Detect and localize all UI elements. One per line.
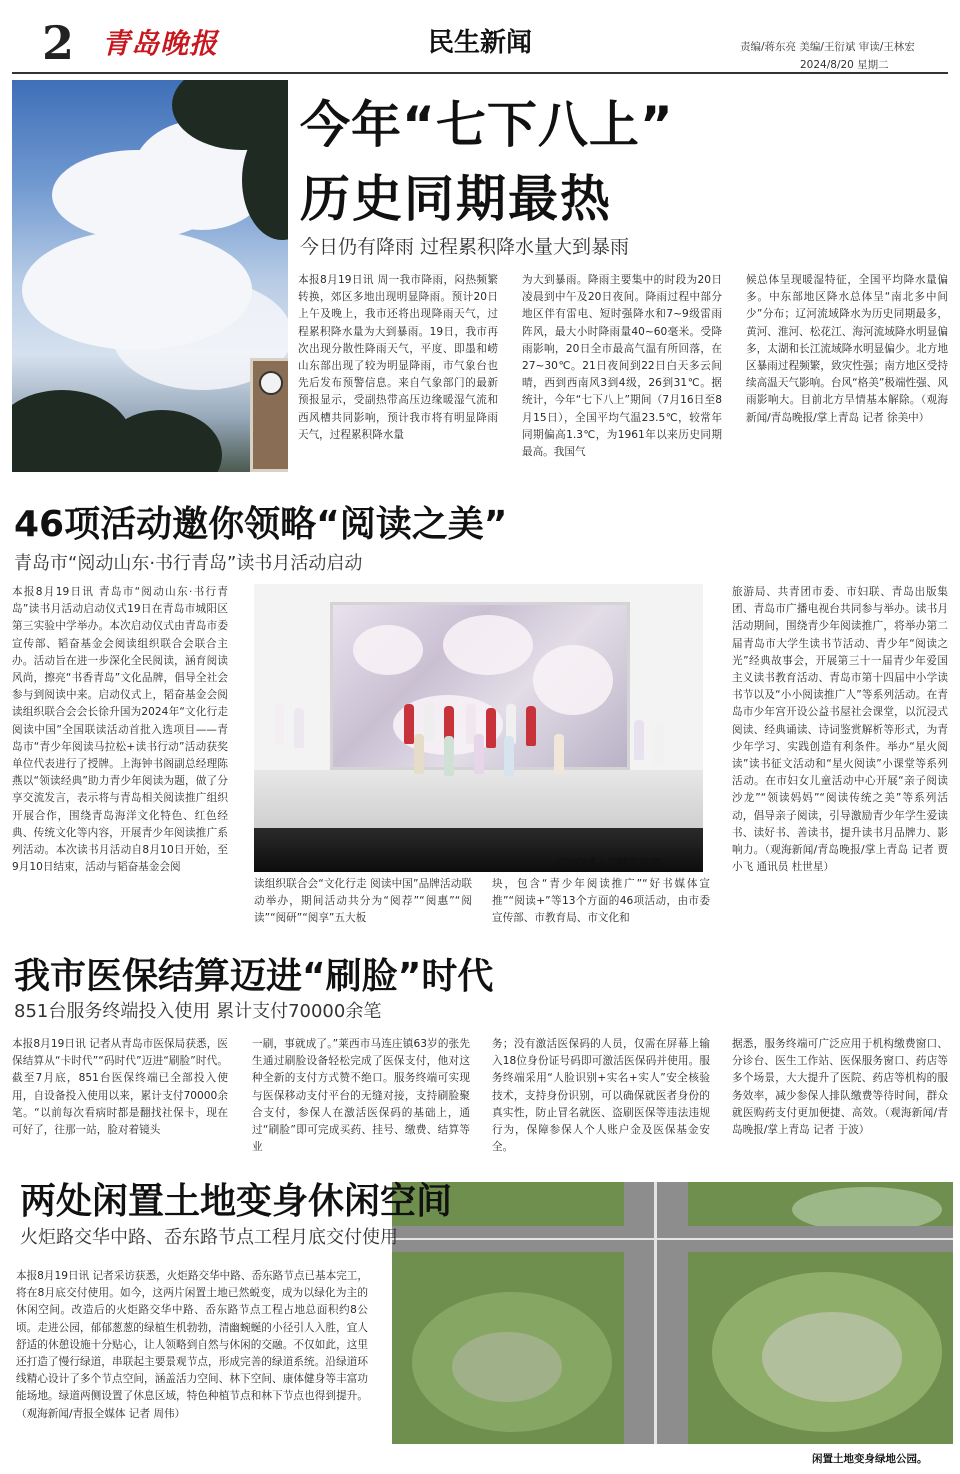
publication-date: 2024/8/20 星期二 — [800, 59, 889, 71]
park-aerial-photo — [392, 1182, 953, 1444]
article3-headline: 我市医保结算迈进“刷脸”时代 — [14, 956, 494, 997]
article2-column-4: 旅游局、共青团市委、市妇联、青岛出版集团、青岛市广播电视台共同参与举办。读书月活动期间，围绕青少年阅读推广，将举办第二届青岛市大学生读书节活动、青少年“阅读之光”经典故事会，开展第三十一届青少年爱国主义读书教育活动、青岛市第十四届中小学读书节以及“小小阅读推广人”等系列活动。在青岛市少年宫开设公益书屋社会课堂，以沉浸式阅读、经典诵读、诗词鉴赏解析等形式，为青少年学习、实践创造有利条件。举办“星火阅读”读书征文活动和“星火阅读”小课堂等系列活动。在市妇女儿童活动中心开展“亲子阅读沙龙”“领读妈妈”“阅读传统之美”等系列活动，倡导亲子阅读，引导激励青少年学生爱读书、读好书、善读书，提升读书月品牌力、影响力。（观海新闻/青岛晚报/掌上青岛 记者 贾小飞 通讯员 杜世星） — [732, 586, 948, 874]
article4-headline: 两处闲置土地变身休闲空间 — [20, 1181, 453, 1222]
performance-photo — [254, 584, 703, 872]
article4-body: 本报8月19日讯 记者采访获悉，火炬路交华中路、岙东路节点已基本完工，将在8月底交付使用。如今，这两片闲置土地已然蜕变，成为以绿化为主的休闲空间。改造后的火炬路交华中路、岙东路节点工程占地总面积约8公顷。走进公园，郁郁葱葱的绿植生机勃勃，清幽蜿蜒的小径引人入胜，宜人舒适的休憩设施十分贴心，让人领略到自然与休闲的交融。不仅如此，这里还打造了慢行绿道，串联起主要景观节点，形成完善的绿道系统。沿绿道环线精心设计了多个节点空间，涵盖活力空间、林下空间、康体健身等丰富功能场地。绿道两侧设置了休息区域，特色种植节点和林下节点也得到提升。（观海新闻/青报全媒体 记者 周伟） — [16, 1270, 368, 1420]
article3-column-4: 据悉，服务终端可广泛应用于机构缴费窗口、分诊台、医生工作站、医保服务窗口、药店等多个场景，大大提升了医院、药店等机构的服务效率，减少参保人排队缴费等待时间，群众就医购药支付更加便捷、高效。（观海新闻/青岛晚报/掌上青岛 记者 于波） — [732, 1038, 948, 1137]
article2-headline: 46项活动邀你领略“阅读之美” — [14, 504, 508, 545]
article1-headline-line1: 今年“七下八上” — [300, 96, 674, 154]
article2-subheadline: 青岛市“阅动山东·书行青岛”读书月活动启动 — [14, 553, 363, 574]
editor-credits: 责编/蒋东亮 美编/王衍斌 审读/王林宏 — [740, 41, 915, 53]
article2-column-1: 本报8月19日讯 青岛市“阅动山东·书行青岛”读书月活动启动仪式19日在青岛市城阳区第三实验中学举办。本次启动仪式由青岛市委宣传部、韬奋基金会阅读组织联合会联合主办。活动旨在进一步深化全民阅读，涵育阅读风尚，擦亮“书香青岛”文化品牌，倡导全社会参与到阅读中来。启动仪式上，韬奋基金会阅读组织联合会会长徐升国为2024年“文化行走 阅读中国”全国联读活动首批入选项目——青岛市“青少年阅读马拉松+读书行动”活动获奖单位代表进行了授牌。上海钟书阁副总经理陈燕以“领读经典”助力青少年阅读为题，做了分享交流发言，表示将与青岛相关阅读推广组织开展合作，围绕青岛海洋文化特色、红色经典、传统文化等内容，开展青少年阅读推广系列活动。本次读书月活动自8月10日开始，至9月10日结束，活动与韬奋基金会阅 — [12, 586, 228, 874]
article4-subheadline: 火炬路交华中路、岙东路节点工程月底交付使用 — [20, 1227, 398, 1248]
article3-column-3: 务；没有激活医保码的人员，仅需在屏幕上输入18位身份证号码即可激活医保码并使用。服务终端采用“人脸识别+实名+实人”安全核验技术，支持身份识别，可以确保就医者身份的真实性，防止冒名就医、盗刷医保等违法违规行为，保障参保人个人账户金及医保基金安全。 — [492, 1038, 710, 1154]
article1-headline-line2: 历史同期最热 — [300, 170, 612, 228]
article1-column-3: 候总体呈现暖湿特征，全国平均降水量偏多。中东部地区降水总体呈“南北多中间少”分布；辽河流域降水为历史同期最多，黄河、淮河、松花江、海河流域降水明显偏多，太湖和长江流域降水明显偏少。北方地区暴雨过程频繁，致灾性强；南方地区受持续高温天气影响。台风“格美”极端性强、风雨影响大。目前北方旱情基本解除。（观海新闻/青岛晚报/掌上青岛 记者 徐美中） — [746, 274, 948, 424]
page-number: 2 — [42, 16, 75, 70]
article3-subheadline: 851台服务终端投入使用 累计支付70000余笔 — [14, 1001, 382, 1022]
page-header — [0, 0, 960, 72]
section-title: 民生新闻 — [427, 28, 532, 58]
article1-subheadline: 今日仍有降雨 过程累积降水量大到暴雨 — [300, 236, 630, 258]
newspaper-logo: 青岛晚报 — [102, 27, 219, 60]
sky-photo — [12, 80, 288, 472]
header-rule — [12, 72, 948, 74]
article2-column-3: 块，包含“青少年阅读推广”“好书媒体宣推”“阅读+”等13个方面的46项活动，由市委宣传部、市教育局、市文化和 — [492, 878, 710, 925]
article1-column-2: 为大到暴雨。降雨主要集中的时段为20日凌晨到中午及20日夜间。降雨过程中部分地区伴有雷电、短时强降水和7~9级雷雨阵风，最大小时降雨量40~60毫米。受降雨影响，20日全市最高气温有所回落，在27~30℃。21日夜间到22日白天多云间晴，西到西南风3到4级，26到31℃。据统计，今年“七下八上”期间（7月16日至8月15日），全国平均气温23.5℃，较常年同期偏高1.3℃，为1961年以来历史同期最高。我国气 — [522, 274, 722, 459]
article3-column-2: 一刷，事就成了。”莱西市马连庄镇63岁的张先生通过刷脸设备轻松完成了医保支付，他对这种全新的支付方式赞不绝口。服务终端可实现与医保移动支付平台的无缝对接，支持刷脸聚合支付，参保人在激活医保码的基础上，通过“刷脸”即可完成买药、挂号、缴费、结算等业 — [252, 1038, 470, 1154]
article2-column-2: 读组织联合会“文化行走 阅读中国”品牌活动联动举办，期间活动共分为“阅荐”“阅惠”“阅读”“阅研”“阅享”五大板 — [254, 878, 472, 925]
clock-tower — [250, 358, 288, 472]
article4-photo-caption: 闲置土地变身绿地公园。 — [812, 1453, 928, 1465]
article1-column-1: 本报8月19日讯 周一我市降雨，闷热频繁转换，郊区多地出现明显降雨。预计20日上午及晚上，我市还将出现降雨天气，过程累积降水量为大到暴雨。19日，我市再次出现分散性降雨天气，平度、即墨和崂山东部出现了较为明显降雨，市气象台也先后发布预警信息。来自气象部门的最新预报显示，受副热带高压边缘暖湿气流和西风槽共同影响，预计我市将有明显降雨天气，过程累积降水量 — [298, 274, 498, 441]
article2-photo-caption: 启动仪式上的精彩表演。 — [555, 857, 671, 869]
article3-column-1: 本报8月19日讯 记者从青岛市医保局获悉，医保结算从“卡时代”“码时代”迈进“刷脸”时代。截至7月底，851台医保终端已全部投入使用，自设备投入使用以来，累计支付70000余笔。“以前每次看病时都是翻找社保卡，现在可好了，往那一站，脸对着镜头 — [12, 1038, 228, 1137]
